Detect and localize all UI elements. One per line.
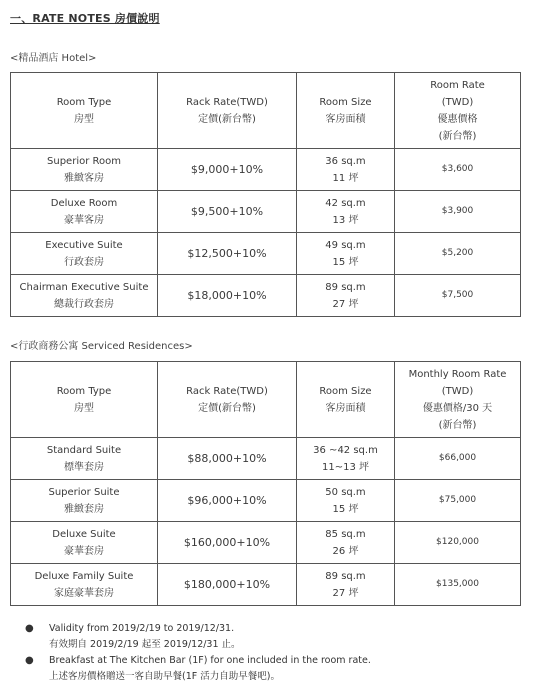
- hotel-section-label: <精品酒店 Hotel>: [10, 53, 97, 64]
- header-text: 定價(新台幣): [198, 113, 256, 125]
- header-text: Room Rate: [430, 79, 485, 91]
- header-room-size: [297, 362, 395, 438]
- room-type-en: Superior Room: [47, 155, 121, 167]
- header-rack-rate: [158, 73, 297, 149]
- header-room-type: [11, 73, 158, 149]
- table-row: [11, 233, 521, 275]
- header-text: 優惠價格/30 天: [422, 402, 493, 414]
- header-room-size: [297, 73, 395, 149]
- residence-section-label: <行政商務公寓 Serviced Residences>: [10, 341, 193, 352]
- room-type-en: Standard Suite: [46, 444, 122, 456]
- size-ping: 13 坪: [332, 214, 359, 226]
- room-rate: $5,200: [395, 233, 521, 275]
- header-text: (新台幣): [438, 130, 477, 142]
- table-row: [11, 191, 521, 233]
- room-type-en: Deluxe Family Suite: [34, 570, 134, 582]
- size-sqm: 89 sq.m: [325, 570, 366, 582]
- table-row: [11, 480, 521, 522]
- header-text: 客房面積: [325, 113, 366, 125]
- monthly-rate: $75,000: [395, 480, 521, 522]
- room-type-zh: 雅緻套房: [64, 503, 104, 515]
- room-rate: $3,600: [395, 149, 521, 191]
- table-header-row: [11, 362, 521, 438]
- note-text-en: Validity from 2019/2/19 to 2019/12/31.: [49, 623, 235, 634]
- table-row: [11, 275, 521, 317]
- room-type-en: Executive Suite: [45, 239, 123, 251]
- table-header-row: [11, 73, 521, 149]
- size-ping: 15 坪: [332, 503, 359, 515]
- size-sqm: 42 sq.m: [325, 197, 366, 209]
- room-type-en: Chairman Executive Suite: [19, 281, 149, 293]
- note-text-zh: 有效期自 2019/2/19 起至 2019/12/31 止。: [49, 639, 241, 650]
- note-text-en: Breakfast at The Kitchen Bar (1F) for one included in the room rate.: [49, 655, 371, 666]
- room-type-en: Superior Suite: [48, 486, 120, 498]
- note-item-breakfast: [25, 653, 371, 685]
- page-heading: 一、RATE NOTES 房價說明: [10, 12, 160, 25]
- bullet-icon: ●: [25, 623, 34, 634]
- room-type-zh: 家庭豪華套房: [54, 587, 114, 599]
- size-sqm: 50 sq.m: [325, 486, 366, 498]
- monthly-rate: $120,000: [395, 522, 521, 564]
- rack-rate: $180,000+10%: [158, 564, 297, 606]
- header-text: 定價(新台幣): [198, 402, 256, 414]
- size-sqm: 89 sq.m: [325, 281, 366, 293]
- header-text: (TWD): [441, 96, 474, 108]
- room-type-en: Deluxe Suite: [52, 528, 116, 540]
- room-type-zh: 行政套房: [64, 256, 104, 268]
- header-text: Room Type: [56, 385, 112, 397]
- header-text: Room Type: [56, 96, 112, 108]
- table-row: [11, 522, 521, 564]
- header-text: Room Size: [319, 96, 372, 108]
- room-type-zh: 豪華套房: [64, 545, 104, 557]
- rack-rate: $9,000+10%: [158, 149, 297, 191]
- rack-rate: $9,500+10%: [158, 191, 297, 233]
- size-ping: 11~13 坪: [321, 461, 369, 473]
- monthly-rate: $135,000: [395, 564, 521, 606]
- rack-rate: $88,000+10%: [158, 438, 297, 480]
- header-text: Rack Rate(TWD): [186, 96, 268, 108]
- size-ping: 27 坪: [332, 298, 359, 310]
- room-type-zh: 雅緻客房: [64, 172, 104, 184]
- header-room-type: [11, 362, 158, 438]
- size-ping: 15 坪: [332, 256, 359, 268]
- size-sqm: 36 ~42 sq.m: [313, 444, 378, 456]
- room-rate: $3,900: [395, 191, 521, 233]
- size-ping: 27 坪: [332, 587, 359, 599]
- size-sqm: 36 sq.m: [325, 155, 366, 167]
- note-text-zh: 上述客房價格贈送一客自助早餐(1F 活力自助早餐吧)。: [49, 671, 280, 682]
- header-text: 客房面積: [325, 402, 366, 414]
- monthly-rate: $66,000: [395, 438, 521, 480]
- size-ping: 26 坪: [332, 545, 359, 557]
- note-item-validity: [25, 621, 371, 653]
- table-row: [11, 149, 521, 191]
- notes-list: [25, 621, 371, 685]
- header-text: Monthly Room Rate: [408, 368, 507, 380]
- size-ping: 11 坪: [332, 172, 359, 184]
- rack-rate: $96,000+10%: [158, 480, 297, 522]
- header-monthly-rate: [395, 362, 521, 438]
- room-type-zh: 豪華客房: [64, 214, 104, 226]
- header-text: Rack Rate(TWD): [186, 385, 268, 397]
- room-rate: $7,500: [395, 275, 521, 317]
- size-sqm: 85 sq.m: [325, 528, 366, 540]
- header-text: 優惠價格: [437, 113, 478, 125]
- header-text: (新台幣): [438, 419, 477, 431]
- residence-rate-table: [10, 361, 521, 606]
- header-text: 房型: [74, 402, 94, 414]
- header-text: 房型: [74, 113, 94, 125]
- table-row: [11, 438, 521, 480]
- table-row: [11, 564, 521, 606]
- room-type-en: Deluxe Room: [50, 197, 118, 209]
- room-type-zh: 標準套房: [64, 461, 104, 473]
- bullet-icon: ●: [25, 655, 34, 666]
- rack-rate: $12,500+10%: [158, 233, 297, 275]
- size-sqm: 49 sq.m: [325, 239, 366, 251]
- header-rack-rate: [158, 362, 297, 438]
- rack-rate: $160,000+10%: [158, 522, 297, 564]
- header-text: Room Size: [319, 385, 372, 397]
- rack-rate: $18,000+10%: [158, 275, 297, 317]
- hotel-rate-table: [10, 72, 521, 317]
- room-type-zh: 總裁行政套房: [54, 298, 114, 310]
- header-text: (TWD): [441, 385, 474, 397]
- header-room-rate: [395, 73, 521, 149]
